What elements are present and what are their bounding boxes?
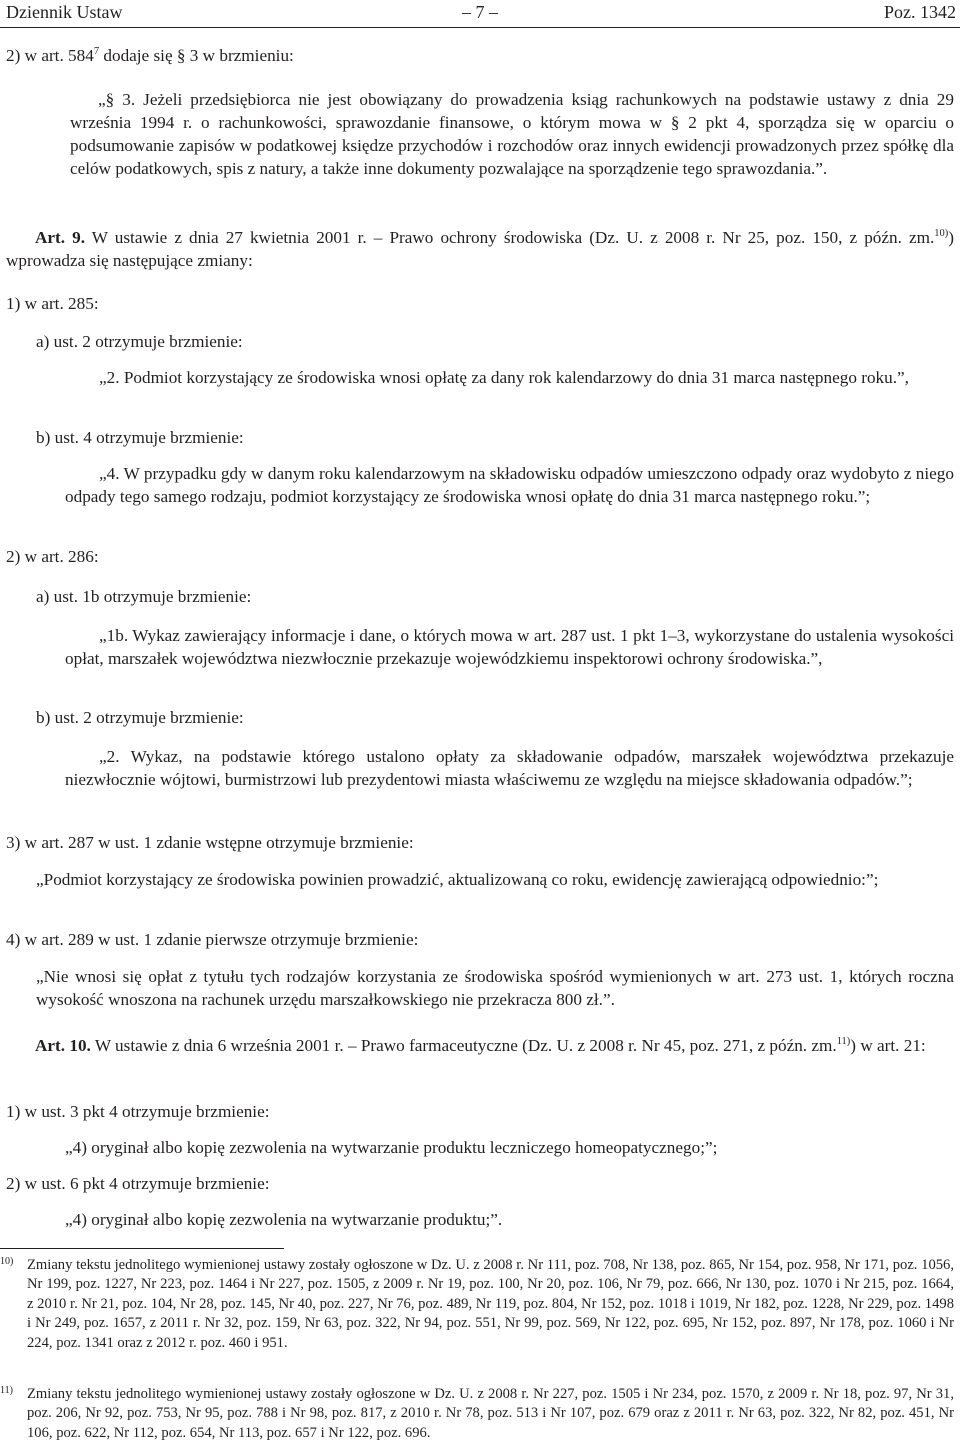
art9-point-4: 4) w art. 289 w ust. 1 zdanie pierwsze otrzymuje brzmienie: xyxy=(6,930,419,949)
footnote-rule xyxy=(0,1248,284,1249)
art10-point-1-quote: „4) oryginał albo kopię zezwolenia na wytwarzanie produktu leczniczego homeopatycznego;”; xyxy=(65,1138,718,1157)
art10-point-2: 2) w ust. 6 pkt 4 otrzymuje brzmienie: xyxy=(6,1174,270,1193)
page-header xyxy=(0,0,960,26)
art8-quote: „§ 3. Jeżeli przedsiębiorca nie jest obowiązany do prowadzenia ksiąg rachunkowych na podstawie ustawy z dnia 29 września 1994 r. o rachunkowości, sprawozdanie finansowe, o którym mowa w § 2 pkt 4, sporządza się w oparciu o podsumowanie zapisów w podatkowej księdze przychodów i rozchodów oraz innych ewidencji prowadzonych przez spółkę dla celów podatkowych, spis z natury, a także inne dokumenty pozwalające na sporządzenie tego sprawozdania.”. xyxy=(70,90,954,178)
art9-point-2a: a) ust. 1b otrzymuje brzmienie: xyxy=(36,587,252,606)
position-number: Poz. 1342 xyxy=(884,2,956,22)
art9-point-1a: a) ust. 2 otrzymuje brzmienie: xyxy=(36,332,243,351)
art9-point-2b: b) ust. 2 otrzymuje brzmienie: xyxy=(36,708,244,727)
art10-point-2-quote: „4) oryginał albo kopię zezwolenia na wytwarzanie produktu;”. xyxy=(65,1210,503,1229)
art9-point-2: 2) w art. 286: xyxy=(6,547,99,566)
art9-point-3: 3) w art. 287 w ust. 1 zdanie wstępne otrzymuje brzmienie: xyxy=(6,833,414,852)
art9-point-1b: b) ust. 4 otrzymuje brzmienie: xyxy=(36,428,244,447)
art8-point-2: 2) w art. $584^7$ dodaje się § 3 w brzmieniu: xyxy=(6,46,294,65)
header-rule xyxy=(0,27,960,28)
art10-point-1: 1) w ust. 3 pkt 4 otrzymuje brzmienie: xyxy=(6,1102,270,1121)
page-number: – 7 – xyxy=(462,2,498,22)
art9-intro: Art. 9. W ustawie z dnia 27 kwietnia 2001 r. – Prawo ochrony środowiska (Dz. U. z 2008 r. Nr 25, poz. 150, z późn. zm.$^{10)}$) wprowadza się następujące zmiany: xyxy=(6,228,954,270)
art9-point-1: 1) w art. 285: xyxy=(6,294,99,313)
art10-intro: Art. 10. W ustawie z dnia 6 września 2001 r. – Prawo farmaceutyczne (Dz. U. z 2008 r. Nr 45, poz. 271, z późn. zm.$^{11)}$) w art. 21: xyxy=(35,1036,926,1055)
art9-point-1a-quote: „2. Podmiot korzystający ze środowiska wnosi opłatę za dany rok kalendarzowy do dnia 31 marca następnego roku.”, xyxy=(99,368,909,387)
art9-point-2a-quote: „1b. Wykaz zawierający informacje i dane, o których mowa w art. 287 ust. 1 pkt 1–3, wykorzystane do ustalenia wysokości opłat, marszałek województwa niezwłocznie przekazuje wojewódzkiemu inspektorowi ochrony środowiska.”, xyxy=(65,626,954,668)
art9-label: Art. 9. xyxy=(35,228,86,247)
art10-label: Art. 10. xyxy=(35,1036,91,1055)
footnote-11 xyxy=(0,1385,954,1443)
footnote-11-marker: 11) xyxy=(0,1385,13,1396)
footnote-10 xyxy=(0,1256,954,1353)
art9-point-4-quote: „Nie wnosi się opłat z tytułu tych rodzajów korzystania ze środowiska spośród wymienionych w art. 273 ust. 1, których roczna wysokość wnoszona na rachunek urzędu marszałkowskiego nie przekracza 800 zł.”. xyxy=(36,967,954,1009)
art9-point-3-quote: „Podmiot korzystający ze środowiska powinien prowadzić, aktualizowaną co roku, ewidencję zawierającą odpowiednio:”; xyxy=(36,870,879,889)
footnote-10-text: Zmiany tekstu jednolitego wymienionej ustawy zostały ogłoszone w Dz. U. z 2008 r. Nr 111, poz. 708, Nr 138, poz. 865, Nr 154, poz. 958, Nr 171, poz. 1056, Nr 199, poz. 1227, Nr 223, poz. 1464 i Nr 227, poz. 1505, z 2009 r. Nr 19, poz. 100, Nr 20, poz. 106, Nr 79, poz. 666, Nr 130, poz. 1070 i Nr 215, poz. 1664, z 2010 r. Nr 21, poz. 104, Nr 28, poz. 145, Nr 40, poz. 227, Nr 76, poz. 489, Nr 119, poz. 804, Nr 152, poz. 1018 i 1019, Nr 182, poz. 1228, Nr 229, poz. 1498 i Nr 249, poz. 1657, z 2011 r. Nr 32, poz. 159, Nr 63, poz. 322, Nr 94, poz. 551, Nr 99, poz. 569, Nr 122, poz. 695, Nr 152, poz. 897, Nr 178, poz. 1060 i Nr 224, poz. 1341 oraz z 2012 r. poz. 460 i 951. xyxy=(27,1257,954,1351)
art9-point-1b-quote: „4. W przypadku gdy w danym roku kalendarzowym na składowisku odpadów umieszczono odpady oraz wydobyto z niego odpady tego samego rodzaju, podmiot korzystający ze środowiska wnosi opłatę do dnia 31 marca następnego roku.”; xyxy=(65,464,954,506)
footnote-10-marker: 10) xyxy=(0,1256,14,1267)
art9-point-2b-quote: „2. Wykaz, na podstawie którego ustalono opłaty za składowanie odpadów, marszałek województwa przekazuje niezwłocznie wójtowi, burmistrzowi lub prezydentowi miasta właściwemu ze względu na miejsce składowania odpadów.”; xyxy=(65,747,954,789)
journal-name: Dziennik Ustaw xyxy=(6,2,123,22)
footnote-11-text: Zmiany tekstu jednolitego wymienionej ustawy zostały ogłoszone w Dz. U. z 2008 r. Nr 227, poz. 1505 i Nr 234, poz. 1570, z 2009 r. Nr 18, poz. 97, Nr 31, poz. 206, Nr 92, poz. 753, Nr 95, poz. 788 i Nr 98, poz. 817, z 2010 r. Nr 78, poz. 513 i Nr 107, poz. 679 oraz z 2011 r. Nr 63, poz. 322, Nr 82, poz. 451, Nr 106, poz. 622, Nr 112, poz. 654, Nr 113, poz. 657 i Nr 122, poz. 696. xyxy=(27,1386,954,1441)
